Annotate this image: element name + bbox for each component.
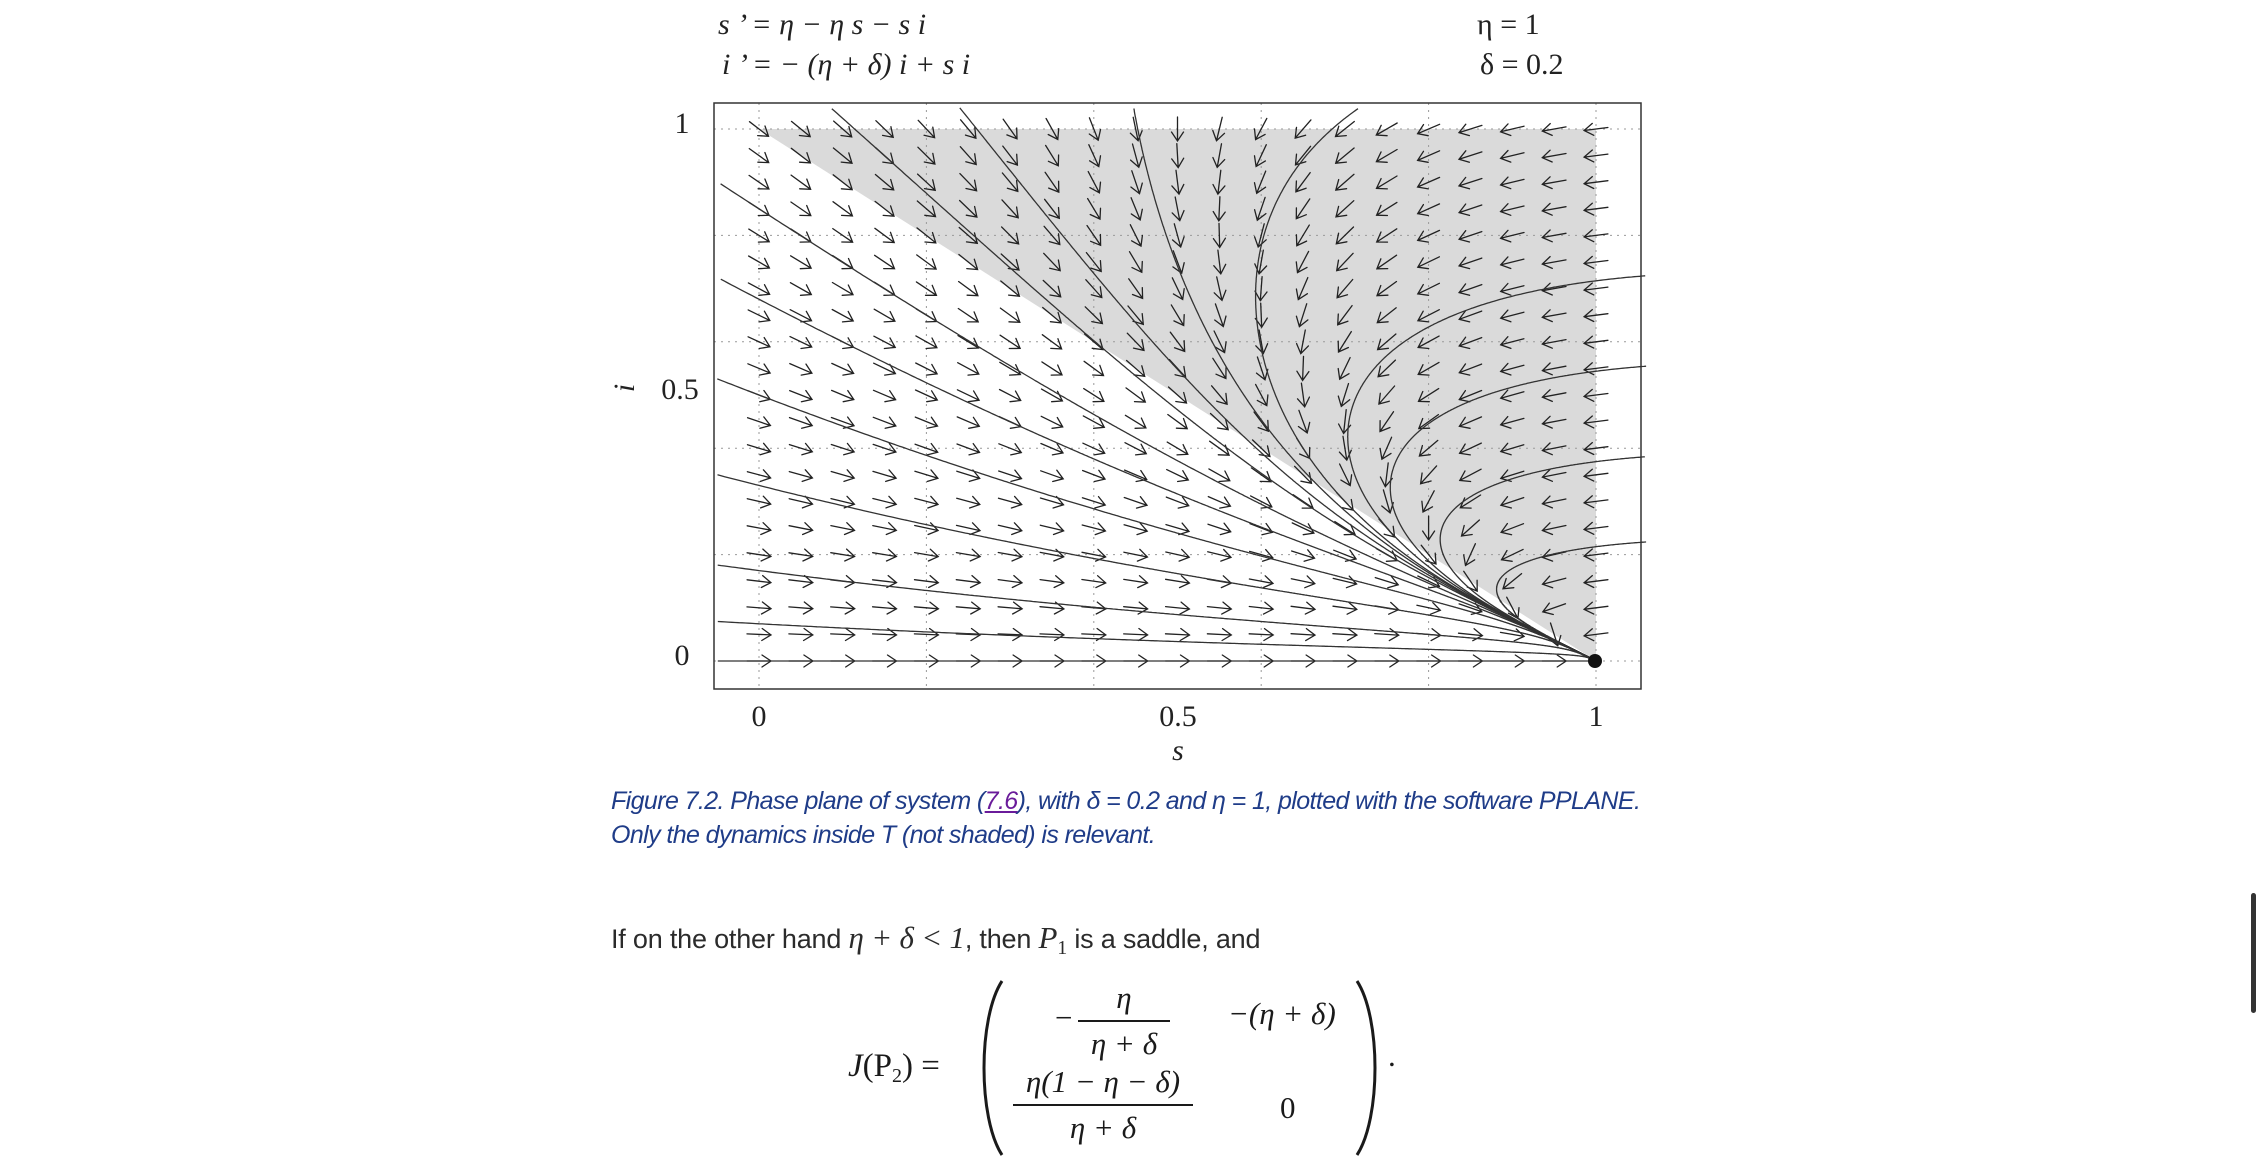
jacobian-sub: 2 [892, 1065, 902, 1087]
caption-prefix: Figure 7.2. Phase plane of system ( [611, 787, 985, 815]
trajectory [718, 565, 1594, 660]
direction-arrow [789, 602, 813, 614]
direction-arrow [1124, 497, 1147, 508]
direction-arrow [957, 417, 979, 428]
direction-arrow [916, 336, 937, 349]
direction-arrow [790, 364, 812, 376]
direction-arrow [1250, 524, 1272, 535]
direction-arrow [1041, 470, 1064, 481]
direction-arrow [873, 523, 897, 535]
direction-arrow [833, 229, 853, 243]
direction-arrow [1166, 629, 1190, 641]
direction-arrow [1335, 522, 1355, 535]
direction-arrow [957, 390, 979, 402]
direction-arrow [1166, 497, 1188, 508]
figure-caption [611, 784, 1671, 852]
ytick-0: 0 [674, 639, 690, 672]
direction-arrow [1291, 576, 1315, 588]
direction-arrow [875, 255, 895, 268]
a11-sign: − [1053, 1000, 1074, 1035]
a21-denominator: η + δ [1069, 1110, 1137, 1145]
caption-rest: ), with δ = 0.2 and η = 1, plotted with the software PPLANE. [1017, 787, 1641, 815]
direction-arrow [914, 602, 938, 614]
direction-arrow [1333, 629, 1357, 641]
direction-arrow [750, 122, 769, 137]
direction-arrow [790, 337, 812, 349]
direction-arrow [749, 229, 769, 242]
direction-arrow [1124, 523, 1147, 535]
direction-arrow [958, 336, 979, 349]
a11-denominator: η + δ [1090, 1026, 1158, 1061]
jacobian-arg-close: ) = [902, 1048, 940, 1084]
direction-arrow [1041, 444, 1063, 455]
direction-arrow [1167, 470, 1189, 482]
trajectory [718, 622, 1594, 661]
a11-fraction [1078, 978, 1170, 1064]
direction-arrow [831, 602, 855, 614]
jacobian-arg-open: (P [862, 1048, 892, 1084]
direction-arrow [747, 576, 771, 588]
direction-arrow [1251, 468, 1271, 482]
direction-arrow [998, 576, 1022, 588]
ylabel: i [608, 383, 641, 393]
direction-arrow [958, 363, 979, 375]
param-delta: δ = 0.2 [1480, 48, 1564, 81]
direction-arrow [875, 228, 894, 242]
direction-arrow [1041, 416, 1063, 428]
scrollbar-thumb[interactable] [2251, 893, 2256, 1013]
paragraph-text-2: , then [964, 924, 1039, 954]
equation-s-dot: s ’ = η − η s − s i [718, 8, 927, 41]
equation-i-dot: i ’ = − (η + δ) i + s i [722, 48, 971, 81]
direction-arrow [1124, 549, 1148, 561]
direction-arrow [957, 444, 980, 455]
equation-period: . [1388, 1038, 1396, 1073]
direction-arrow [999, 470, 1022, 481]
direction-arrow [1208, 523, 1231, 534]
paragraph-text-3: is a saddle, and [1067, 924, 1261, 954]
direction-arrow [749, 175, 769, 189]
paragraph-text-1: If on the other hand [611, 924, 849, 954]
direction-arrow [1249, 602, 1273, 614]
direction-arrow [790, 417, 813, 428]
direction-arrow [874, 363, 896, 375]
direction-arrow [1125, 443, 1146, 455]
a21-bar [1013, 1104, 1193, 1106]
direction-arrow [958, 309, 978, 322]
direction-arrow [874, 336, 895, 348]
direction-arrow [873, 444, 896, 455]
direction-arrow [1291, 602, 1315, 614]
direction-arrow [1000, 390, 1021, 402]
a11-numerator: η [1116, 980, 1132, 1015]
direction-arrow [1126, 388, 1145, 402]
direction-arrow [1166, 549, 1189, 561]
direction-arrow [1042, 335, 1061, 349]
a21-numerator: η(1 − η − δ) [1025, 1064, 1181, 1099]
jacobian-J: J [848, 1048, 863, 1084]
direction-arrow [1249, 629, 1273, 641]
direction-arrow [1000, 335, 1020, 348]
direction-arrow [831, 470, 854, 482]
jacobian-equation [848, 978, 1408, 1158]
direction-arrow [998, 523, 1021, 535]
direction-arrow [1292, 550, 1315, 561]
direction-arrow [1207, 602, 1231, 614]
direction-arrow [1168, 415, 1187, 429]
direction-arrow [1166, 602, 1190, 614]
direction-arrow [1207, 629, 1231, 641]
direction-arrow [1166, 576, 1190, 588]
direction-arrow [747, 602, 771, 614]
direction-arrow [956, 602, 980, 614]
direction-arrow [998, 602, 1022, 614]
direction-arrow [957, 523, 981, 535]
caption-line2: Only the dynamics inside T (not shaded) is relevant. [611, 821, 1156, 849]
a11-bar [1078, 1020, 1170, 1022]
direction-arrow [959, 282, 978, 296]
direction-arrow [874, 309, 895, 322]
direction-arrow [1291, 629, 1315, 641]
direction-arrow [747, 496, 770, 508]
equilibrium-point-P1 [1588, 654, 1602, 668]
jacobian-lhs [848, 1048, 940, 1088]
direction-arrow [1042, 362, 1062, 375]
xtick-0: 0 [751, 700, 767, 733]
direction-arrow [832, 363, 854, 375]
direction-arrow [1417, 603, 1440, 615]
direction-arrow [1124, 629, 1148, 641]
direction-arrow [1000, 308, 1019, 322]
math-P-letter: P [1038, 920, 1058, 955]
body-paragraph [611, 920, 1260, 960]
direction-arrow [956, 576, 980, 588]
direction-arrow [1040, 523, 1063, 535]
direction-arrow [916, 363, 937, 375]
direction-arrow [1000, 362, 1021, 375]
direction-arrow [791, 256, 812, 269]
direction-arrow [873, 496, 896, 508]
direction-arrow [789, 629, 813, 641]
direction-arrow [832, 310, 853, 322]
direction-arrow [999, 496, 1022, 508]
right-paren [1353, 978, 1377, 1158]
param-eta: η = 1 [1477, 8, 1540, 41]
direction-arrow [873, 417, 896, 428]
direction-arrow [874, 390, 896, 401]
direction-arrow [915, 576, 939, 588]
ytick-0.5: 0.5 [661, 373, 699, 406]
xtick-1: 1 [1588, 700, 1604, 733]
direction-arrow [833, 202, 852, 216]
direction-arrow [1251, 496, 1272, 508]
direction-arrow [873, 602, 897, 614]
equation-link[interactable]: 7.6 [984, 787, 1018, 815]
direction-arrow [832, 283, 853, 296]
xlabel: s [1172, 734, 1184, 767]
left-paren [982, 978, 1006, 1158]
direction-arrow [1208, 550, 1231, 562]
direction-arrow [1208, 497, 1230, 509]
direction-arrow [1040, 629, 1064, 641]
direction-arrow [790, 283, 811, 296]
xtick-0.5: 0.5 [1159, 700, 1197, 733]
direction-arrow [831, 443, 854, 454]
direction-arrow [1082, 576, 1106, 588]
direction-arrow [1375, 576, 1398, 587]
direction-arrow [831, 523, 855, 535]
direction-arrow [790, 391, 812, 402]
direction-arrow [832, 390, 854, 401]
a22-entry: 0 [1280, 1090, 1296, 1125]
direction-arrow [789, 470, 812, 482]
math-condition: η + δ < 1 [848, 920, 965, 955]
direction-arrow [791, 202, 811, 216]
direction-arrow [1124, 576, 1148, 588]
direction-arrow [957, 496, 980, 508]
math-P-sub: 1 [1057, 937, 1068, 959]
direction-arrow [789, 443, 812, 454]
a21-fraction [1013, 1062, 1193, 1148]
direction-arrow [831, 629, 855, 641]
direction-arrow [1333, 602, 1357, 614]
ytick-1: 1 [674, 107, 690, 140]
direction-arrow [1040, 576, 1064, 588]
direction-arrow [789, 523, 813, 535]
direction-arrow [914, 629, 938, 641]
direction-arrow [791, 175, 811, 189]
direction-arrow [873, 470, 896, 482]
direction-arrow [999, 444, 1021, 455]
a12-entry: −(η + δ) [1228, 996, 1336, 1031]
math-P [1038, 920, 1068, 959]
direction-arrow [1125, 415, 1146, 428]
direction-arrow [747, 629, 771, 641]
